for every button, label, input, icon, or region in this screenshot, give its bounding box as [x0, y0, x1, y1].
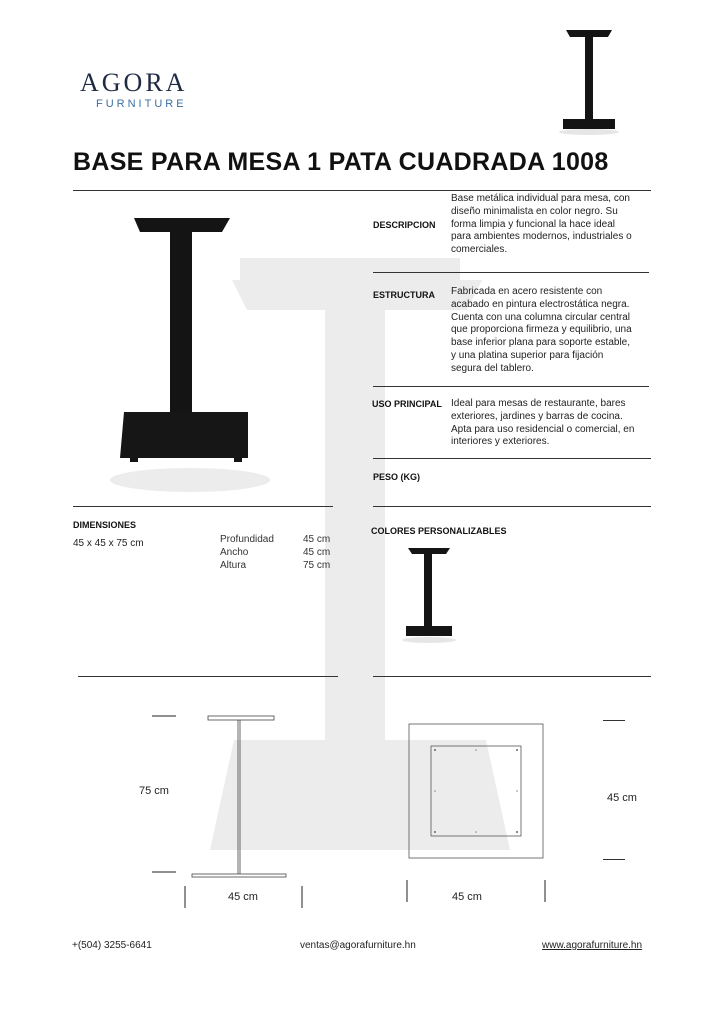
- uso-text: [451, 398, 651, 449]
- section-divider: [373, 272, 649, 273]
- estructura-line: que proporciona firmeza y equilibrio, una: [451, 324, 632, 336]
- estructura-label: ESTRUCTURA: [373, 290, 435, 300]
- page-title: BASE PARA MESA 1 PATA CUADRADA 1008: [73, 148, 609, 176]
- dimensions-label: DIMENSIONES: [73, 520, 137, 530]
- base-width-label: 45 cm: [228, 891, 258, 903]
- descripcion-line: comerciales.: [451, 244, 508, 256]
- descripcion-line: Base metálica individual para mesa, con: [451, 193, 630, 204]
- dim-row-name: Ancho: [220, 547, 249, 558]
- dim-row-value: 45 cm: [303, 547, 331, 558]
- title-divider: [73, 190, 651, 191]
- depth-tick-top: [603, 720, 625, 721]
- depth-tick-bottom: [603, 859, 625, 860]
- section-divider: [373, 458, 651, 459]
- brand-logo: AGORA: [80, 68, 188, 97]
- colores-label: COLORES PERSONALIZABLES: [371, 526, 507, 536]
- estructura-line: Cuenta con una columna circular central: [451, 311, 630, 323]
- top-view-drawing: [404, 720, 554, 906]
- height-label: 75 cm: [139, 785, 169, 797]
- uso-label: USO PRINCIPAL: [372, 399, 442, 409]
- product-main-image: [110, 212, 270, 497]
- uso-line: Apta para uso residencial o comercial, en: [451, 423, 635, 435]
- dim-row-name: Profundidad: [220, 534, 274, 545]
- dimensions-bottom-divider: [78, 676, 338, 677]
- dimensions-divider: [73, 506, 333, 507]
- estructura-line: Fabricada en acero resistente con: [451, 286, 603, 297]
- descripcion-text: [451, 193, 651, 257]
- descripcion-label: DESCRIPCION: [373, 220, 436, 230]
- descripcion-line: forma limpia y funcional la hace ideal: [451, 218, 615, 230]
- section-divider: [373, 386, 649, 387]
- descripcion-line: para ambientes modernos, industriales o: [451, 231, 632, 243]
- product-color-sample: [402, 544, 456, 644]
- footer-phone[interactable]: +(504) 3255-6641: [72, 940, 152, 951]
- dimensions-summary: 45 x 45 x 75 cm: [73, 538, 144, 549]
- section-divider: [373, 506, 651, 507]
- uso-line: Ideal para mesas de restaurante, bares: [451, 398, 626, 409]
- uso-line: exteriores, jardines y barras de cocina.: [451, 410, 623, 422]
- uso-line: interiores y exteriores.: [451, 436, 550, 448]
- product-thumbnail-top: [558, 26, 620, 136]
- brand-subtitle: FURNITURE: [96, 98, 187, 110]
- footer-email[interactable]: ventas@agorafurniture.hn: [300, 940, 416, 951]
- descripcion-line: diseño minimalista en color negro. Su: [451, 205, 618, 217]
- dim-row-name: Altura: [220, 560, 247, 571]
- peso-label: PESO (KG): [373, 472, 421, 482]
- section-divider: [373, 676, 651, 677]
- estructura-line: y una platina superior para fijación: [451, 349, 604, 361]
- top-width-label: 45 cm: [452, 891, 482, 903]
- side-view-drawing: [150, 710, 310, 910]
- estructura-line: acabado en pintura electrostática negra.: [451, 298, 630, 310]
- top-depth-label: 45 cm: [607, 792, 637, 804]
- estructura-text: [451, 286, 651, 376]
- footer-website[interactable]: www.agorafurniture.hn: [542, 940, 643, 951]
- dim-row-value: 45 cm: [303, 534, 331, 545]
- estructura-line: base inferior plana para soporte estable,: [451, 337, 631, 349]
- estructura-line: segura del tablero.: [451, 362, 534, 374]
- dim-row-value: 75 cm: [303, 560, 331, 571]
